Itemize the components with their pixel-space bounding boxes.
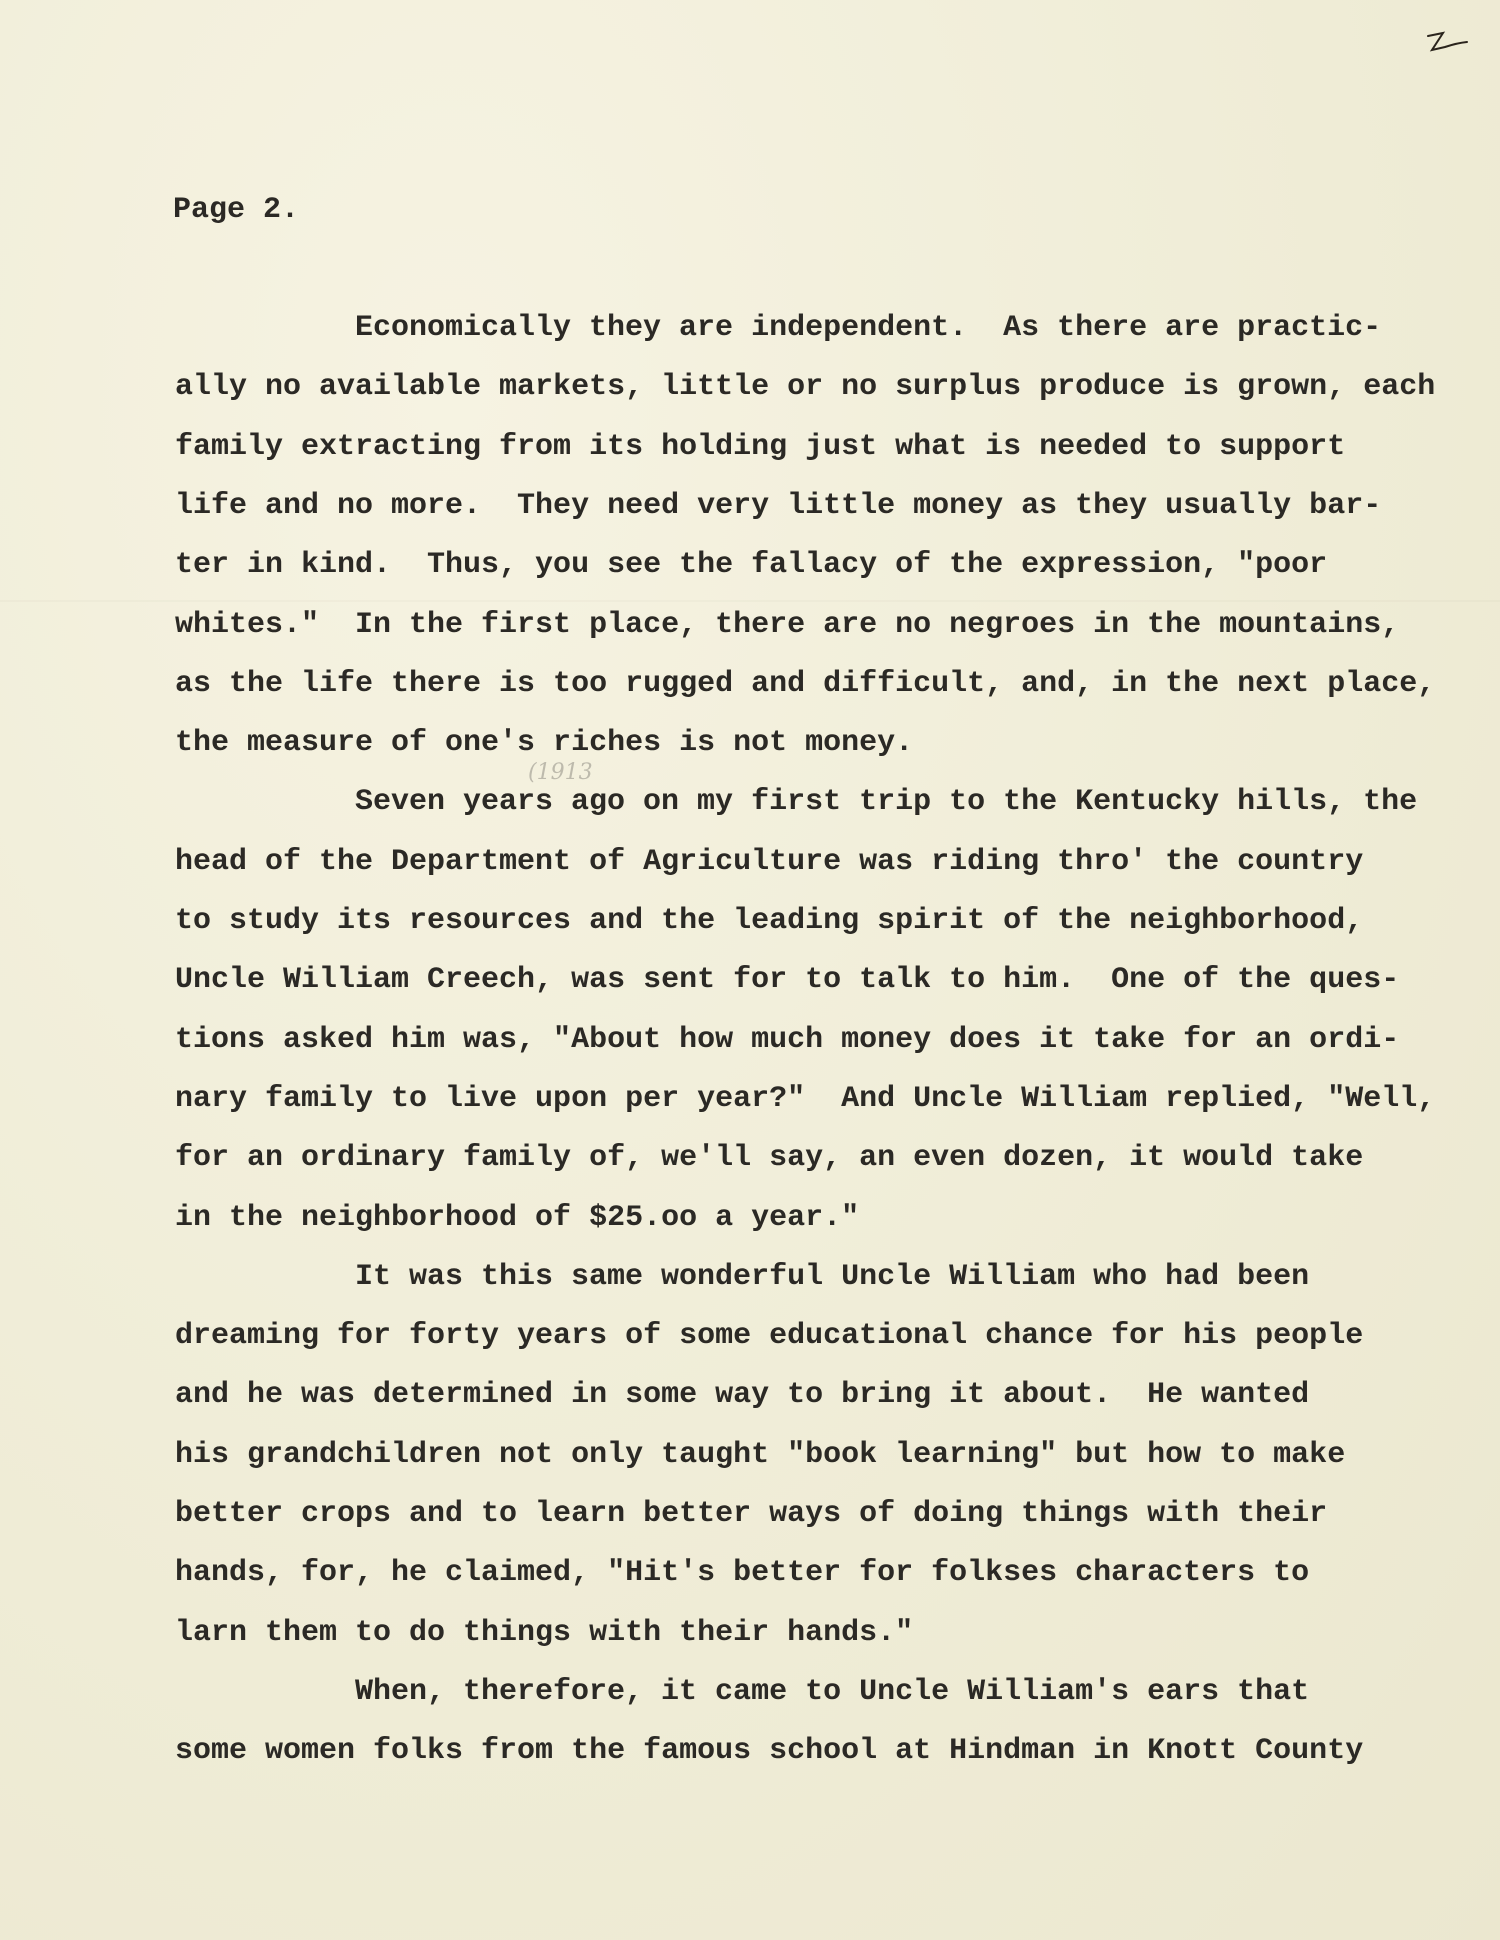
text-line: better crops and to learn better ways of doing things with their — [175, 1497, 1328, 1531]
text-line: head of the Department of Agriculture was riding thro' the country — [175, 844, 1364, 879]
text-line: his grandchildren not only taught "book learning" but how to make — [175, 1437, 1346, 1472]
text-line: the measure of one's riches is not money. — [175, 726, 914, 761]
text-line: Uncle William Creech, was sent for to talk to him. One of the ques- — [175, 963, 1400, 998]
text-line: ter in kind. Thus, you see the fallacy of the expression, "poor — [175, 548, 1328, 583]
page-header: Page 2. — [173, 193, 300, 227]
pencil-annotation: (1913 — [528, 760, 593, 785]
text-line: dreaming for forty years of some educational chance for his people — [175, 1319, 1364, 1354]
text-line: It was this same wonderful Uncle William who had been — [355, 1259, 1310, 1294]
text-line: Economically they are independent. As there are practic- — [355, 311, 1382, 345]
text-line: in the neighborhood of $25.oo a year." — [175, 1200, 860, 1235]
text-line: and he was determined in some way to bring it about. He wanted — [175, 1378, 1310, 1413]
text-line: nary family to live upon per year?" And Uncle William replied, "Well, — [175, 1081, 1436, 1116]
text-line: tions asked him was, "About how much money does it take for an ordi- — [175, 1022, 1400, 1057]
text-line: hands, for, he claimed, "Hit's better for folkses characters to — [175, 1556, 1310, 1591]
text-line: ally no available markets, little or no surplus produce is grown, each — [175, 370, 1436, 405]
text-line: for an ordinary family of, we'll say, an even dozen, it would take — [175, 1141, 1364, 1176]
text-line: family extracting from its holding just what is needed to support — [175, 429, 1346, 464]
text-line: some women folks from the famous school at Hindman in Knott County — [175, 1734, 1364, 1769]
text-line: as the life there is too rugged and difficult, and, in the next place, — [175, 666, 1436, 701]
paper-fold — [0, 600, 1500, 602]
text-line: When, therefore, it came to Uncle William's ears that — [355, 1674, 1310, 1709]
text-line: to study its resources and the leading spirit of the neighborhood, — [175, 904, 1364, 938]
handwritten-page-number — [1425, 28, 1475, 58]
text-line: whites." In the first place, there are no negroes in the mountains, — [175, 607, 1400, 642]
text-line: life and no more. They need very little money as they usually bar- — [175, 488, 1382, 523]
text-line: larn them to do things with their hands." — [175, 1615, 914, 1650]
text-line: Seven years ago on my first trip to the Kentucky hills, the — [355, 785, 1418, 820]
